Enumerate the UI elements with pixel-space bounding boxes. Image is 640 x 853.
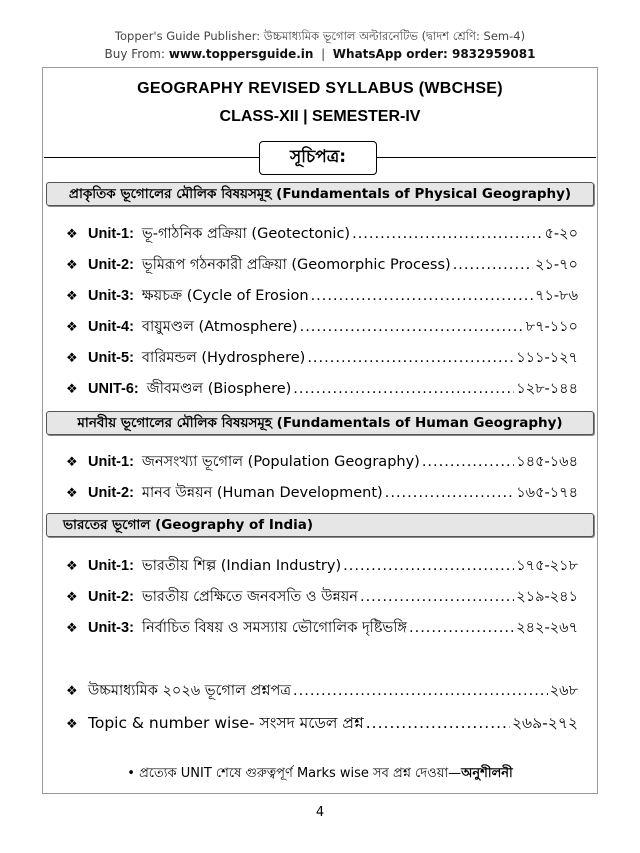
toc-entry-model-questions[interactable] — [66, 711, 578, 733]
unit-title: ভূমিরূপ গঠনকারী প্রক্রিয়া (Geomorphic Process) — [141, 257, 451, 273]
diamond-bullet-icon: ❖ — [66, 486, 78, 501]
whatsapp-order: WhatsApp order: 9832959081 — [332, 47, 536, 61]
page-range: ২৬৮ — [549, 683, 578, 699]
buy-label: Buy From: — [104, 47, 166, 61]
page-range: ১১১-১২৭ — [516, 350, 578, 366]
toc-entry[interactable] — [66, 285, 578, 307]
unit-title: ভারতীয় প্রেক্ষিতে জনবসতি ও উন্নয়ন — [141, 589, 358, 605]
toc-entry[interactable] — [66, 482, 578, 504]
unit-label: Unit-2: — [88, 485, 134, 501]
toc-entry[interactable] — [66, 378, 578, 400]
leader-dots — [293, 683, 548, 699]
unit-label: Unit-3: — [88, 288, 134, 304]
note-text: প্রত্যেক UNIT শেষে গুরুত্বপূর্ণ Marks wise সব প্রশ্ন দেওয়া— — [139, 766, 462, 781]
toc-entry[interactable] — [66, 316, 578, 338]
diamond-bullet-icon: ❖ — [66, 590, 78, 605]
diamond-bullet-icon: ❖ — [66, 684, 78, 699]
page-range: ১৭৫-২১৮ — [516, 558, 578, 574]
unit-label: Unit-2: — [88, 257, 134, 273]
unit-title: জনসংখ্যা ভূগোল (Population Geography) — [141, 454, 420, 470]
note-bullet: • — [127, 766, 135, 781]
page-range: ২১-৭০ — [535, 257, 578, 273]
page-range: ২১৯-২৪১ — [516, 589, 578, 605]
diamond-bullet-icon: ❖ — [66, 455, 78, 470]
unit-label: Unit-1: — [88, 226, 134, 242]
leader-dots — [409, 620, 514, 636]
separator: | — [321, 47, 326, 61]
leader-dots — [311, 288, 534, 304]
unit-title: ক্ষয়চক্র (Cycle of Erosion — [141, 288, 309, 304]
toc-entry[interactable] — [66, 451, 578, 473]
note-bold-word: অনুশীলনী — [461, 766, 513, 781]
toc-entry[interactable] — [66, 254, 578, 276]
unit-label: Unit-4: — [88, 319, 134, 335]
diamond-bullet-icon: ❖ — [66, 289, 78, 304]
unit-label: Unit-1: — [88, 558, 134, 574]
leader-dots — [343, 558, 514, 574]
class-semester-title: CLASS-XII | SEMESTER-IV — [219, 108, 421, 125]
diamond-bullet-icon: ❖ — [66, 717, 78, 732]
diamond-bullet-icon: ❖ — [66, 320, 78, 335]
unit-title: ভূ-গাঠনিক প্রক্রিয়া (Geotectonic) — [141, 226, 351, 242]
unit-label: Unit-5: — [88, 350, 134, 366]
page-range: ২৪২-২৬৭ — [516, 620, 578, 636]
toc-entry[interactable] — [66, 223, 578, 245]
diamond-bullet-icon: ❖ — [66, 227, 78, 242]
page-range: ১৬৫-১৭৪ — [516, 485, 578, 501]
leader-dots — [453, 257, 533, 273]
website-link[interactable]: www.toppersguide.in — [168, 47, 314, 61]
syllabus-title: GEOGRAPHY REVISED SYLLABUS (WBCHSE) — [137, 80, 503, 97]
diamond-bullet-icon: ❖ — [66, 559, 78, 574]
toc-entry-question-paper[interactable] — [66, 680, 578, 702]
toc-heading: সূচিপত্র: — [259, 141, 377, 175]
leader-dots — [360, 589, 514, 605]
page-range: ১২৮-১৪৪ — [516, 381, 578, 397]
unit-title: বারিমন্ডল (Hydrosphere) — [141, 350, 306, 366]
unit-title: মানব উন্নয়ন (Human Development) — [141, 485, 383, 501]
leader-dots — [366, 714, 510, 732]
page-range: ১৪৫-১৬৪ — [516, 454, 578, 470]
page-range: ৭১-৮৬ — [535, 288, 578, 304]
leader-dots — [300, 319, 524, 335]
entry-title: Topic & number wise- সংসদ মডেল প্রশ্ন — [88, 714, 364, 732]
page-number: 4 — [315, 805, 325, 820]
unit-title: ভারতীয় শিল্প (Indian Industry) — [141, 558, 342, 574]
diamond-bullet-icon: ❖ — [66, 621, 78, 636]
leader-dots — [352, 226, 542, 242]
diamond-bullet-icon: ❖ — [66, 382, 78, 397]
section-heading-india: ভারতের ভূগোল (Geography of India) — [46, 513, 594, 537]
entry-title: উচ্চমাধ্যমিক ২০২৬ ভূগোল প্রশ্নপত্র — [88, 683, 291, 699]
unit-label: UNIT-6: — [88, 381, 139, 397]
leader-dots — [422, 454, 514, 470]
diamond-bullet-icon: ❖ — [66, 258, 78, 273]
contact-line — [0, 47, 640, 61]
unit-title: বায়ুমণ্ডল (Atmosphere) — [141, 319, 298, 335]
leader-dots — [385, 485, 515, 501]
toc-entry[interactable] — [66, 617, 578, 639]
unit-label: Unit-1: — [88, 454, 134, 470]
leader-dots — [293, 381, 514, 397]
unit-label: Unit-2: — [88, 589, 134, 605]
page-range: ২৬৯-২৭২ — [511, 714, 578, 732]
unit-title: জীবমণ্ডল (Biosphere) — [146, 381, 292, 397]
footer-note — [0, 764, 640, 785]
toc-entry[interactable] — [66, 586, 578, 608]
section-heading-physical: প্রাকৃতিক ভূগোলের মৌলিক বিষয়সমূহ (Fundamentals of Physical Geography) — [46, 182, 594, 206]
diamond-bullet-icon: ❖ — [66, 351, 78, 366]
toc-entry[interactable] — [66, 555, 578, 577]
unit-title: নির্বাচিত বিষয় ও সমস্যায় ভৌগোলিক দৃষ্টিভঙ্গি — [141, 620, 407, 636]
page-range: ৮৭-১১০ — [525, 319, 578, 335]
leader-dots — [307, 350, 514, 366]
toc-entry[interactable] — [66, 347, 578, 369]
section-heading-human: মানবীয় ভূগোলের মৌলিক বিষয়সমূহ (Fundamentals of Human Geography) — [46, 411, 594, 435]
page-range: ৫-২০ — [544, 226, 578, 242]
unit-label: Unit-3: — [88, 620, 134, 636]
publisher-line: Topper's Guide Publisher: উচ্চমাধ্যমিক ভূগোল অল্টারনেটিভ (দ্বাদশ শ্রেণি: Sem-4) — [114, 29, 526, 43]
